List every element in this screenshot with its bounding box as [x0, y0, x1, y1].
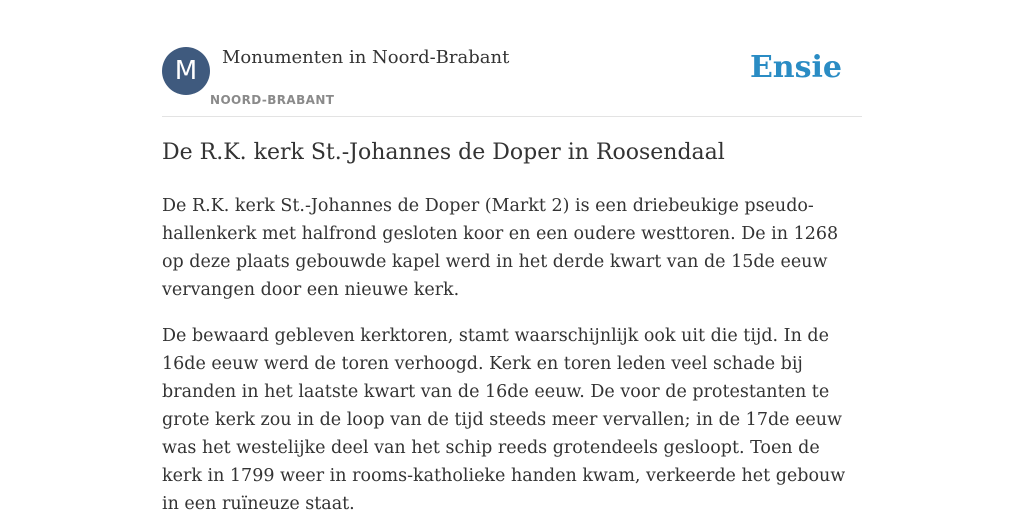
article-paragraph: De bewaard gebleven kerktoren, stamt waarschijnlijk ook uit die tijd. In de 16de eeuw werd de toren verhoogd. Kerk en toren leden veel schade bij branden in het laatste kwart van de 16de eeuw. De voor de protestanten te grote kerk zou in de loop van de tijd steeds meer vervallen; in de 17de eeuw was het westelijke deel van het schip reeds grotendeels gesloopt. Toen de kerk in 1799 weer in rooms-katholieke handen kwam, verkeerde het gebouw in een ruïneuze staat. [162, 326, 846, 512]
source-name-link[interactable]: Monumenten in Noord-Brabant [222, 47, 510, 68]
article-body [162, 192, 862, 512]
article-title: De R.K. kerk St.-Johannes de Doper in Roosendaal [162, 140, 725, 165]
article-paragraph: De R.K. kerk St.-Johannes de Doper (Markt 2) is een driebeukige pseudo-hallenkerk met halfrond gesloten koor en een oudere westtoren. De in 1268 op deze plaats gebouwde kapel werd in het derde kwart van de 15de eeuw vervangen door een nieuwe kerk. [162, 196, 839, 300]
brand-logo[interactable]: Ensie [749, 50, 842, 85]
source-category-link[interactable]: NOORD-BRABANT [210, 93, 335, 107]
source-avatar[interactable]: M [162, 47, 210, 95]
source-header [162, 46, 862, 117]
